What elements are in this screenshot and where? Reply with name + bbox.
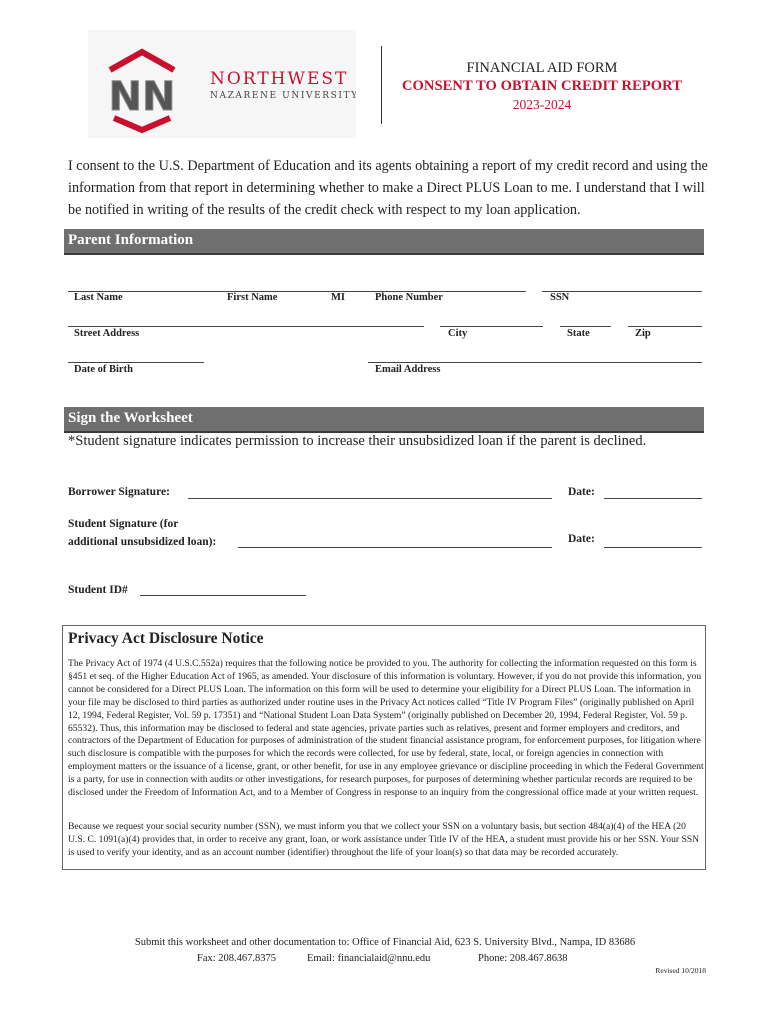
date2-line[interactable] (604, 547, 702, 548)
student-signature-line[interactable] (238, 547, 552, 548)
footer-email[interactable]: Email: financialaid@nnu.edu (307, 953, 431, 964)
dob-line[interactable] (68, 362, 204, 363)
form-title: CONSENT TO OBTAIN CREDIT REPORT (401, 78, 683, 94)
email-label: Email Address (375, 364, 441, 375)
form-year: 2023-2024 (512, 97, 572, 112)
street-label: Street Address (74, 328, 140, 339)
sign-worksheet-title: Sign the Worksheet (68, 410, 193, 426)
email-line[interactable] (368, 362, 702, 363)
logo-monogram: NN (108, 74, 176, 120)
zip-label: Zip (635, 328, 651, 339)
state-line[interactable] (560, 326, 611, 327)
student-id-label: Student ID# (68, 584, 128, 596)
first-name-label: First Name (227, 292, 278, 303)
street-line[interactable] (68, 326, 424, 327)
parent-info-title: Parent Information (68, 232, 194, 248)
last-name-label: Last Name (74, 292, 123, 303)
signature-note: *Student signature indicates permission to increase their unsubsidized loan if the parent is declined. (68, 433, 647, 449)
university-logo (88, 30, 356, 138)
dob-label: Date of Birth (74, 364, 133, 375)
student-signature-label-2: additional unsubsidized loan): (68, 536, 217, 548)
city-label: City (448, 328, 468, 339)
privacy-title: Privacy Act Disclosure Notice (68, 630, 264, 647)
sign-worksheet-header (64, 407, 704, 433)
header-divider (381, 46, 382, 124)
form-type: FINANCIAL AID FORM (466, 60, 618, 76)
footer-fax: Fax: 208.467.8375 (197, 953, 277, 964)
ssn-label: SSN (550, 292, 570, 303)
borrower-signature-label: Borrower Signature: (68, 486, 170, 498)
logo-name-line1: NORTHWEST (210, 69, 349, 89)
state-label: State (567, 328, 590, 339)
mi-label: MI (331, 292, 345, 303)
date1-line[interactable] (604, 498, 702, 499)
privacy-paragraph-2: Because we request your social security number (SSN), we must inform you that we collect your SSN on a voluntary basis, but section 484(a)(4) of the HEA (20 U.S. C. 1091(a)(4) provides that, in order to receive any grant, loan, or work assistance under Title IV of the HEA, a student must provide his or her SSN. Your SSN is used to verify your identity, and as an account number (identifier) throughout the life of your loan(s) so that data may be recorded accurately. (68, 821, 700, 858)
nnu-logo-mark (88, 30, 356, 138)
date2-label: Date: (568, 533, 595, 545)
phone-label: Phone Number (375, 292, 443, 303)
submit-instructions: Submit this worksheet and other documentation to: Office of Financial Aid, 623 S. University Blvd., Nampa, ID 83686 (134, 937, 636, 948)
student-id-line[interactable] (140, 595, 306, 596)
student-signature-label-1: Student Signature (for (68, 518, 179, 530)
parent-name-phone-line[interactable] (68, 291, 526, 292)
date1-label: Date: (568, 486, 595, 498)
zip-line[interactable] (628, 326, 702, 327)
logo-name-line2: NAZARENE UNIVERSITY (210, 91, 356, 101)
consent-paragraph: I consent to the U.S. Department of Education and its agents obtaining a report of my credit record and using the information from that report in determining whether to make a Direct PLUS Loan to me. I understand that I will be notified in writing of the results of the credit check with respect to my loan application. (68, 158, 708, 218)
borrower-signature-line[interactable] (188, 498, 552, 499)
parent-info-header (64, 229, 704, 255)
privacy-paragraph-1: The Privacy Act of 1974 (4 U.S.C.552a) requires that the following notice be provided to you. The authority for collecting the information requested on this form is §451 et seq. of the Higher Education Act of 1965, as amended. Your disclosure of this information is voluntary. However, if you do not provide this information, you cannot be considered for a Direct PLUS Loan. The information on this form will be used to determine your eligibility for a Direct PLUS Loan. The information in your file may be disclosed to third parties as authorized under routine uses in the Privacy Act notices called “Title IV Program Files” (originally published on April 12, 1994, Federal Register, Vol. 59 p. 17351) and “National Student Loan Data System” (originally published on December 20, 1994, Federal Register, Vol. 59 p. 65532). Thus, this information may be disclosed to federal and state agencies, private parties such as relatives, present and former employers and creditors, and contractors of the Department of Education for purposes of administration of the student financial assistance program, for enforcement purposes, for litigation where such disclosure is compatible with the purposes for which the records were collected, for use by federal, state, local, or foreign agencies in connection with employment matters or the issuance of a license, grant, or other benefit, for use in any employee grievance or discipline proceeding in which the Federal Government is a party, for use in connection with audits or other investigations, for research purposes, for purposes of determining whether particular records are required to be disclosed under the Freedom of Information Act, and to a Member of Congress in response to an inquiry from the congressional office made at your written request. (68, 658, 704, 799)
footer-phone: Phone: 208.467.8638 (478, 953, 568, 964)
city-line[interactable] (440, 326, 543, 327)
revision-date: Revised 10/2018 (655, 966, 706, 975)
